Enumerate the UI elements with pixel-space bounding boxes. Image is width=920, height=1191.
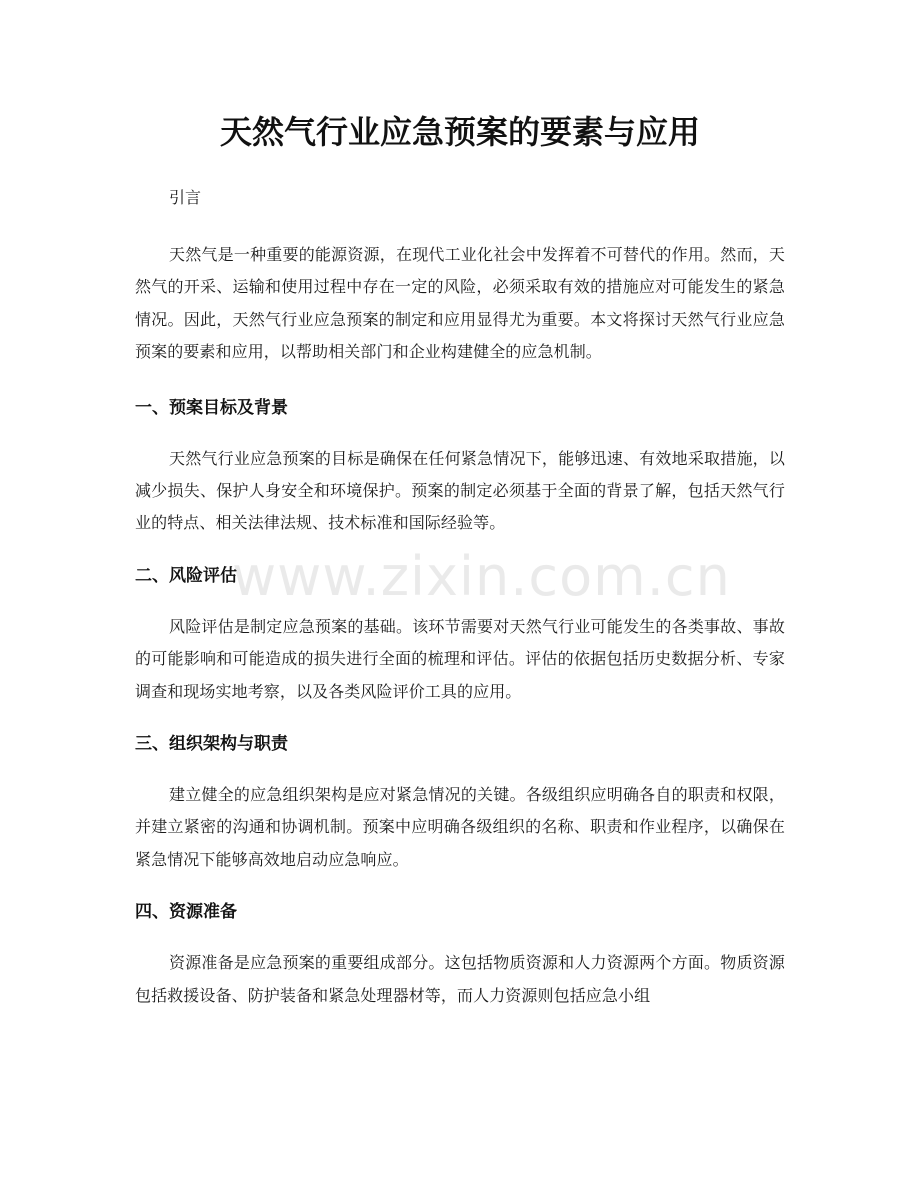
section-body-goals: 天然气行业应急预案的目标是确保在任何紧急情况下，能够迅速、有效地采取措施，以减少损失、保护人身安全和环境保护。预案的制定必须基于全面的背景了解，包括天然气行业的特点、相关法律法规、技术标准和国际经验等。 bbox=[135, 448, 785, 533]
document-title: 天然气行业应急预案的要素与应用 bbox=[219, 113, 700, 151]
section-body-risk: 风险评估是制定应急预案的基础。该环节需要对天然气行业可能发生的各类事故、事故的可能影响和可能造成的损失进行全面的梳理和评估。评估的依据包括历史数据分析、专家调查和现场实地考察，以及各类风险评价工具的应用。 bbox=[135, 616, 785, 701]
document-body bbox=[135, 182, 785, 1012]
watermark: www.zixin.com.cn bbox=[232, 545, 731, 608]
section-body-resources: 资源准备是应急预案的重要组成部分。这包括物质资源和人力资源两个方面。物质资源包括救援设备、防护装备和紧急处理器材等，而人力资源则包括应急小组 bbox=[135, 953, 785, 1005]
section-heading-risk: 二、风险评估 bbox=[135, 565, 237, 586]
intro-paragraph: 天然气是一种重要的能源资源，在现代工业化社会中发挥着不可替代的作用。然而，天然气的开采、运输和使用过程中存在一定的风险，必须采取有效的措施应对可能发生的紧急情况。因此，天然气行业应急预案的制定和应用显得尤为重要。本文将探讨天然气行业应急预案的要素和应用，以帮助相关部门和企业构建健全的应急机制。 bbox=[135, 245, 785, 362]
section-heading-organization: 三、组织架构与职责 bbox=[135, 734, 288, 755]
intro-label: 引言 bbox=[169, 188, 202, 207]
section-heading-resources: 四、资源准备 bbox=[135, 902, 237, 923]
section-body-organization: 建立健全的应急组织架构是应对紧急情况的关键。各级组织应明确各自的职责和权限，并建立紧密的沟通和协调机制。预案中应明确各级组织的名称、职责和作业程序，以确保在紧急情况下能够高效地启动应急响应。 bbox=[135, 785, 785, 869]
section-heading-goals: 一、预案目标及背景 bbox=[135, 397, 288, 418]
